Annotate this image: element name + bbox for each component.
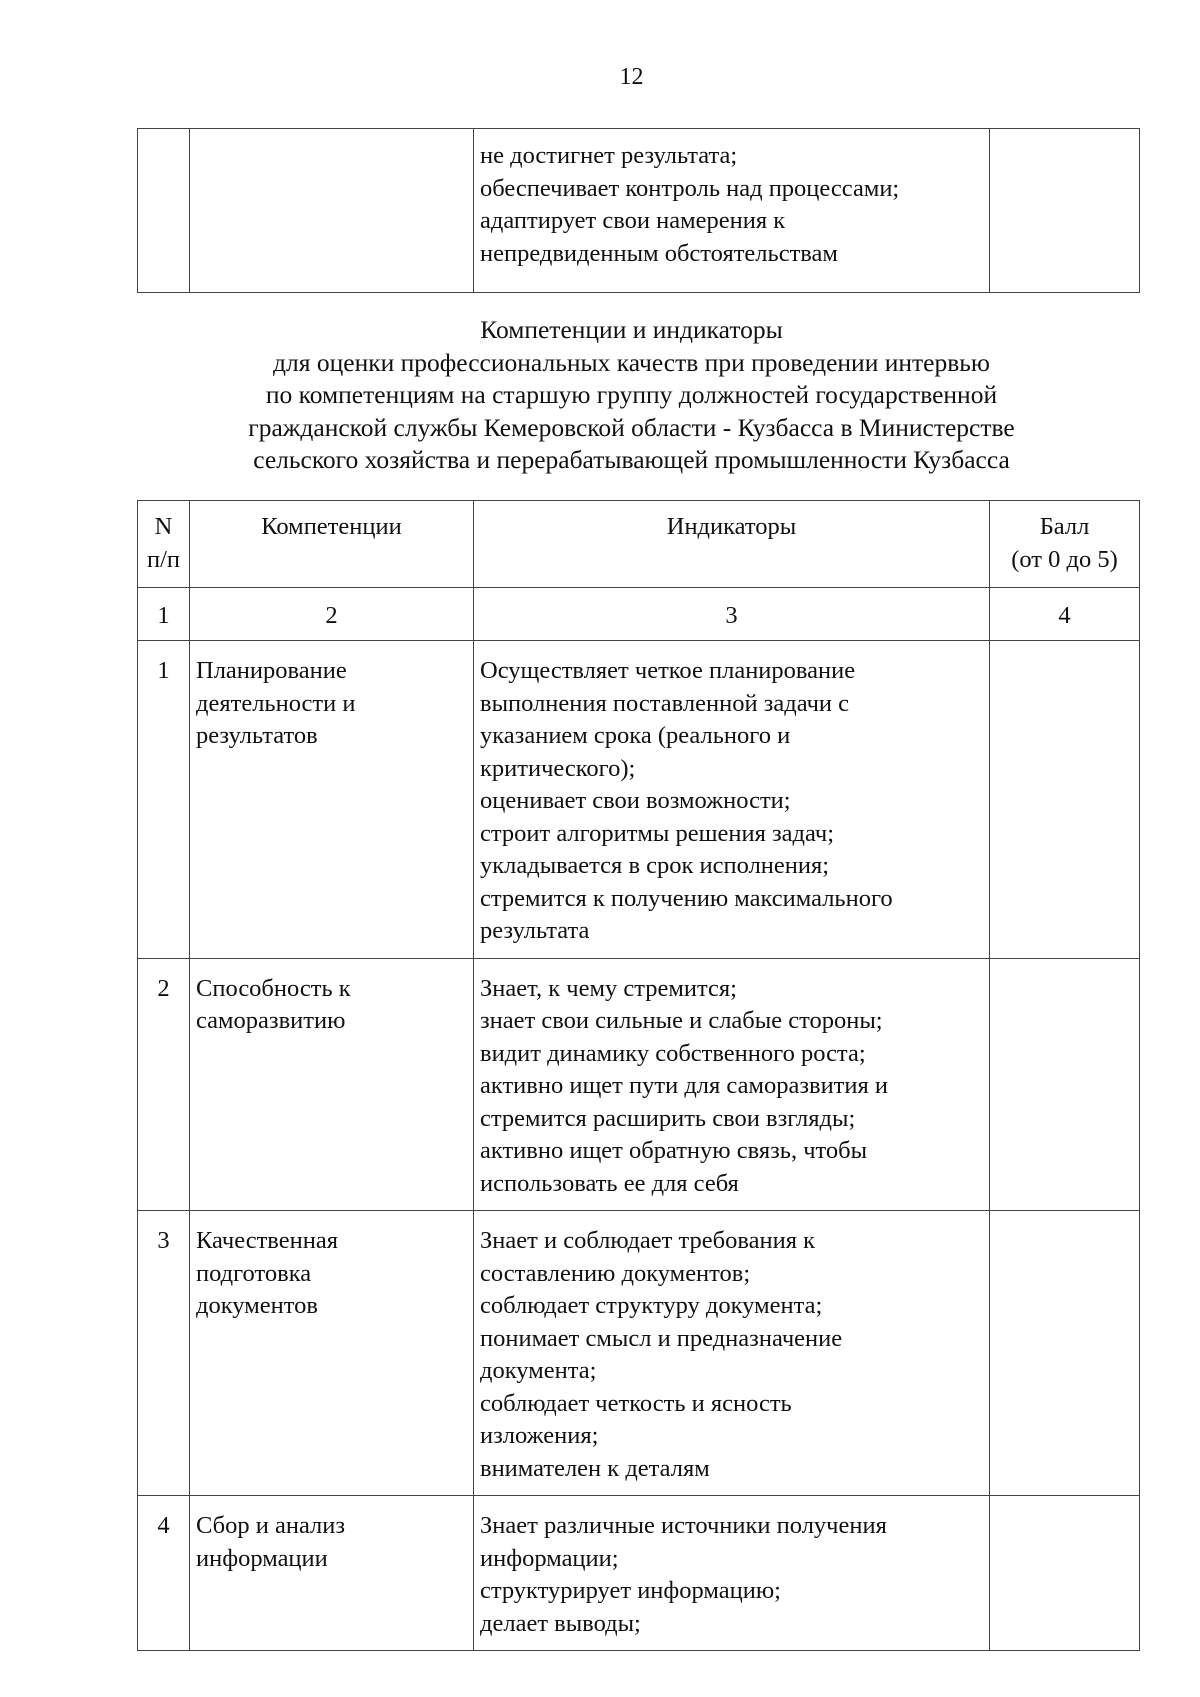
header-score-line1: Балл [1039, 513, 1090, 540]
indicator-line: Знает, к чему стремится; [480, 974, 737, 1002]
score-cell [990, 958, 1140, 1211]
row-number: 3 [138, 1211, 190, 1496]
header-competence: Компетенции [190, 501, 474, 588]
section-heading [0, 314, 1200, 477]
indicator-line: не достигнет результата; [480, 142, 738, 169]
competence-line: Планирование [196, 657, 347, 684]
table-row [138, 641, 1140, 959]
indicators-cell [474, 1211, 990, 1496]
competence-line: саморазвитию [196, 1007, 346, 1034]
indicator-line: Знает различные источники получения [480, 1512, 887, 1539]
indicator-line: обеспечивает контроль над процессами; [480, 174, 900, 202]
heading-line: для оценки профессиональных качеств при проведении интервью [273, 347, 990, 377]
indicator-line: непредвиденным обстоятельствам [480, 239, 838, 267]
indicator-line: соблюдает структуру документа; [480, 1292, 823, 1319]
competence-line: подготовка [196, 1259, 312, 1287]
num-cell [138, 129, 190, 293]
column-number-row [138, 588, 1140, 641]
indicators-cell [474, 129, 990, 293]
indicator-line: информации; [480, 1544, 619, 1572]
header-num-line2: п/п [146, 545, 181, 573]
indicator-line: Осуществляет четкое планирование [480, 657, 856, 684]
column-number: 1 [138, 588, 190, 641]
indicator-line: строит алгоритмы решения задач; [480, 819, 835, 847]
table-row [138, 958, 1140, 1211]
header-indicators: Индикаторы [474, 501, 990, 588]
heading-line: Компетенции и индикаторы [480, 315, 783, 344]
competence-line: Качественная [196, 1227, 338, 1254]
indicator-line: выполнения поставленной задачи с [480, 689, 850, 717]
competence-line: Способность к [196, 974, 351, 1002]
indicator-line: указанием срока (реального и [480, 722, 791, 749]
indicator-line: структурирует информацию; [480, 1577, 781, 1604]
competence-cell [190, 958, 474, 1211]
header-row [138, 501, 1140, 588]
header-num-line1: N [154, 513, 173, 540]
header-num [138, 501, 190, 588]
continuation-table [137, 128, 1140, 293]
competence-cell [190, 1496, 474, 1651]
indicator-line: укладывается в срок исполнения; [480, 852, 830, 879]
page-number: 12 [619, 64, 644, 90]
indicator-line: Знает и соблюдает требования к [480, 1227, 815, 1254]
score-cell [990, 641, 1140, 959]
indicator-line: соблюдает четкость и ясность [480, 1389, 792, 1417]
competence-line: информации [196, 1544, 328, 1572]
indicator-line: видит динамику собственного роста; [480, 1039, 866, 1067]
indicator-line: документа; [480, 1357, 597, 1384]
indicator-line: адаптирует свои намерения к [480, 207, 786, 234]
row-number: 4 [138, 1496, 190, 1651]
indicator-line: активно ищет пути для саморазвития и [480, 1072, 889, 1099]
competence-cell [190, 641, 474, 959]
competence-line: результатов [196, 722, 318, 749]
indicator-line: изложения; [480, 1422, 599, 1449]
heading-line: сельского хозяйства и перерабатывающей промышленности Кузбасса [253, 445, 1010, 474]
indicator-line: делает выводы; [480, 1609, 641, 1637]
row-number: 1 [138, 641, 190, 959]
column-number: 3 [474, 588, 990, 641]
indicator-line: стремится расширить свои взгляды; [480, 1104, 856, 1132]
table-row [138, 1496, 1140, 1651]
indicators-cell [474, 1496, 990, 1651]
score-cell [990, 1211, 1140, 1496]
indicators-cell [474, 641, 990, 959]
indicator-line: понимает смысл и предназначение [480, 1324, 843, 1352]
column-number: 2 [190, 588, 474, 641]
competence-line: деятельности и [196, 689, 356, 717]
heading-line: гражданской службы Кемеровской области - Кузбасса в Министерстве [248, 412, 1015, 442]
indicators-cell [474, 958, 990, 1211]
header-score-line2: (от 0 до 5) [1011, 545, 1118, 573]
indicator-line: результата [480, 917, 590, 944]
header-score [990, 501, 1140, 588]
table-row [138, 1211, 1140, 1496]
column-number: 4 [990, 588, 1140, 641]
competence-line: документов [196, 1292, 318, 1319]
indicator-line: внимателен к деталям [480, 1454, 710, 1482]
competence-line: Сбор и анализ [196, 1512, 346, 1539]
indicator-line: знает свои сильные и слабые стороны; [480, 1007, 883, 1034]
score-cell [990, 129, 1140, 293]
competence-cell [190, 1211, 474, 1496]
row-number: 2 [138, 958, 190, 1211]
indicator-line: оценивает свои возможности; [480, 787, 791, 814]
indicator-line: составлению документов; [480, 1259, 751, 1287]
competence-table [137, 500, 1140, 1651]
score-cell [990, 1496, 1140, 1651]
indicator-line: использовать ее для себя [480, 1169, 739, 1197]
table-row [138, 129, 1140, 293]
indicator-line: критического); [480, 754, 636, 782]
indicator-line: активно ищет обратную связь, чтобы [480, 1137, 868, 1164]
heading-line: по компетенциям на старшую группу должностей государственной [265, 380, 998, 409]
competence-cell [190, 129, 474, 293]
indicator-line: стремится к получению максимального [480, 884, 893, 912]
